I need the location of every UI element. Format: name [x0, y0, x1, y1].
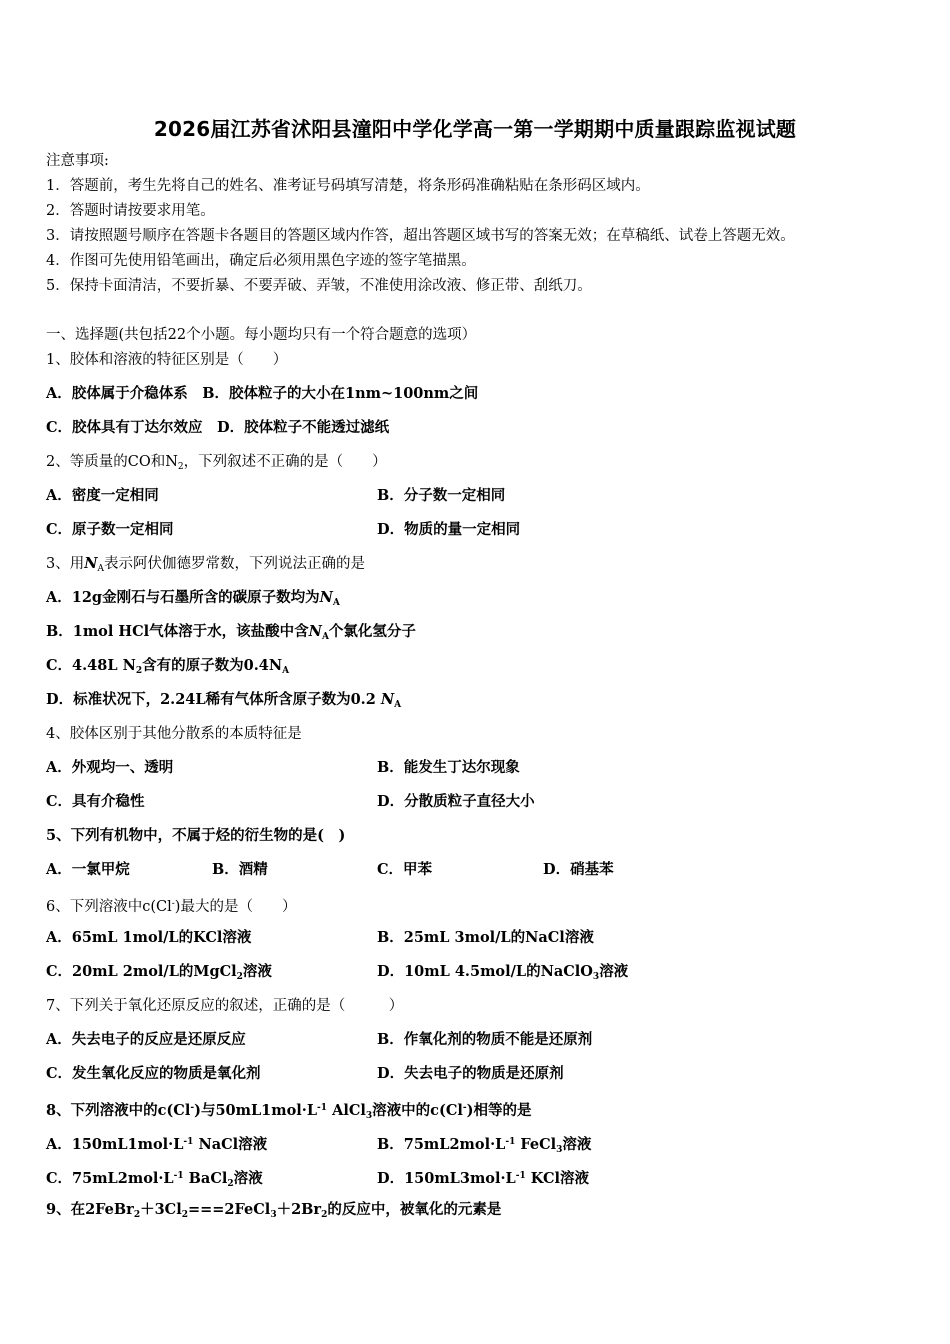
- question-3-option-d: D．标准状况下，2.24L稀有气体所含原子数为0.2 $N_A$: [46, 691, 402, 710]
- question-2-option-a: A．密度一定相同: [46, 487, 159, 504]
- question-2-option-b: B．分子数一定相同: [377, 487, 506, 504]
- question-4-option-a: A．外观均一、透明: [46, 759, 174, 776]
- question-5-option-b: B．酒精: [212, 861, 268, 878]
- question-4-option-d: D．分散质粒子直径大小: [377, 793, 535, 810]
- question-8-option-a: A．$150mL1mol\cdot L^{-1}$ NaCl溶液: [46, 1136, 268, 1153]
- question-6-option-c: C．20mL 2mol/L的MgCl$_2$溶液: [46, 963, 272, 982]
- question-1-option-ab: A．胶体属于介稳体系 B．胶体粒子的大小在1nm~100nm之间: [46, 385, 479, 402]
- question-4-option-b: B．能发生丁达尔现象: [377, 759, 520, 776]
- note-item: 5．保持卡面清洁，不要折暴、不要弄破、弄皱，不准使用涂改液、修正带、刮纸刀。: [46, 278, 592, 294]
- question-7-option-c: C．发生氧化反应的物质是氧化剂: [46, 1065, 261, 1082]
- question-2-stem: 2、等质量的CO和$N_2$，下列叙述不正确的是（ ）: [46, 454, 387, 472]
- note-item: 1．答题前，考生先将自己的姓名、准考证号码填写清楚，将条形码准确粘贴在条形码区域内。: [46, 178, 650, 194]
- question-2-option-c: C．原子数一定相同: [46, 521, 174, 538]
- question-8-option-c: C．$75mL2mol\cdot L^{-1}$ BaCl$_2$溶液: [46, 1170, 263, 1189]
- question-8-option-d: D．$150mL3mol\cdot L^{-1}$ KCl溶液: [377, 1170, 590, 1187]
- question-3-stem: 3、用$N_A$表示阿伏伽德罗常数，下列说法正确的是: [46, 555, 365, 574]
- question-6-option-d: D．10mL 4.5mol/L的NaClO$_3$溶液: [377, 963, 629, 982]
- question-4-option-c: C．具有介稳性: [46, 793, 145, 810]
- question-5-option-c: C．甲苯: [377, 861, 433, 878]
- question-7-option-b: B．作氧化剂的物质不能是还原剂: [377, 1031, 593, 1048]
- question-3-option-c: C．4.48L $N_2$含有的原子数为$0.4N_A$: [46, 657, 290, 676]
- question-6-stem: 6、下列溶液中c(Cl-)最大的是（ ）: [46, 899, 297, 915]
- notes-heading: 注意事项:: [46, 153, 109, 169]
- question-5-option-a: A．一氯甲烷: [46, 861, 130, 878]
- question-7-stem: 7、下列关于氧化还原反应的叙述，正确的是（ ）: [46, 998, 404, 1014]
- question-3-option-a: A．12g金刚石与石墨所含的碳原子数均为$N_A$: [46, 589, 340, 608]
- note-item: 4．作图可先使用铅笔画出，确定后必须用黑色字迹的签字笔描黑。: [46, 253, 476, 269]
- question-7-option-a: A．失去电子的反应是还原反应: [46, 1031, 246, 1048]
- question-8-stem: 8、下列溶液中的c(Cl-)与$50mL1mol\cdot L^{-1}$ AlCl$_3$溶液中的c(Cl-)相等的是: [46, 1102, 532, 1121]
- question-9-stem: 9、在$2FeBr_2+3Cl_2===2FeCl_3+2Br_2$的反应中，被氧化的元素是: [46, 1201, 502, 1220]
- section-heading: 一、选择题(共包括22个小题。每小题均只有一个符合题意的选项）: [46, 327, 477, 343]
- question-5-option-d: D．硝基苯: [543, 861, 614, 878]
- question-6-option-b: B．25mL 3mol/L的NaCl溶液: [377, 929, 594, 946]
- question-1-option-cd: C．胶体具有丁达尔效应 D．胶体粒子不能透过滤纸: [46, 419, 390, 436]
- note-item: 3．请按照题号顺序在答题卡各题目的答题区域内作答，超出答题区域书写的答案无效；在草稿纸、试卷上答题无效。: [46, 228, 795, 244]
- question-2-option-d: D．物质的量一定相同: [377, 521, 521, 538]
- note-item: 2．答题时请按要求用笔。: [46, 203, 215, 219]
- question-7-option-d: D．失去电子的物质是还原剂: [377, 1065, 564, 1082]
- question-1-stem: 1、胶体和溶液的特征区别是（ ）: [46, 352, 288, 368]
- question-5-stem: 5、下列有机物中，不属于烃的衍生物的是( ): [46, 827, 346, 844]
- page-title: 2026届江苏省沭阳县潼阳中学化学高一第一学期期中质量跟踪监视试题: [153, 117, 797, 141]
- question-3-option-b: B．1mol HCl气体溶于水，该盐酸中含$N_A$个氯化氢分子: [46, 623, 416, 642]
- question-8-option-b: B．$75mL2mol\cdot L^{-1}$ FeCl$_3$溶液: [377, 1136, 592, 1155]
- question-6-option-a: A．65mL 1mol/L的KCl溶液: [46, 929, 252, 946]
- question-4-stem: 4、胶体区别于其他分散系的本质特征是: [46, 726, 302, 742]
